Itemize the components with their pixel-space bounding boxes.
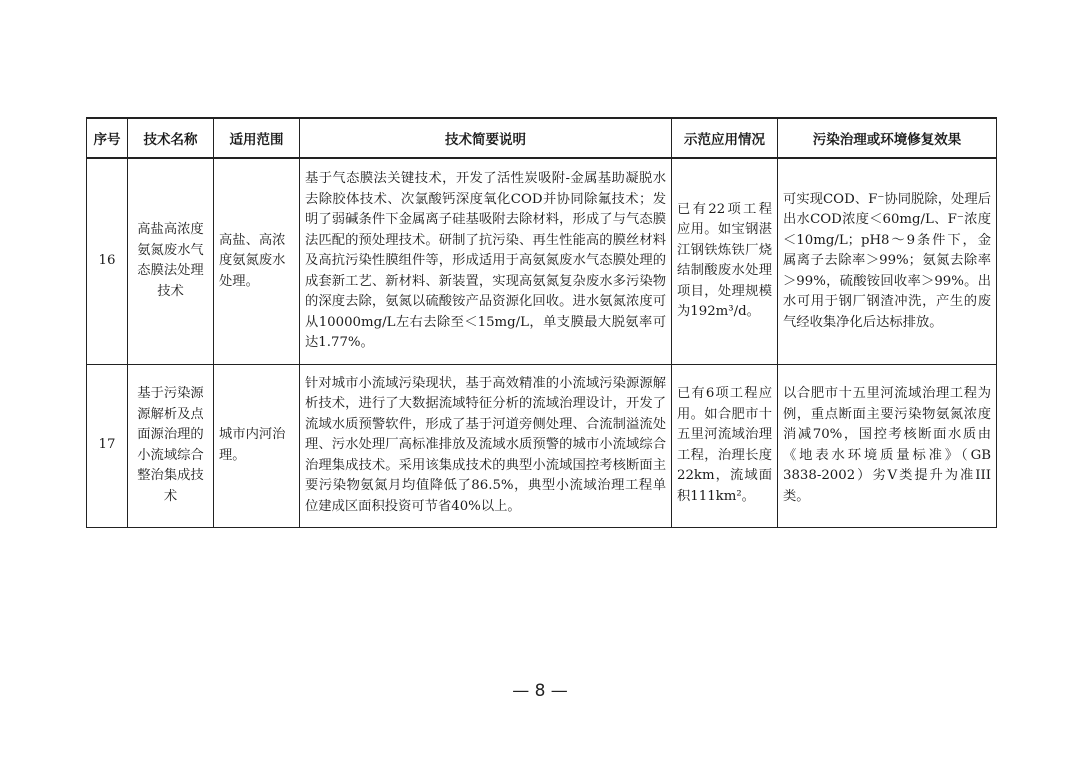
technology-table [86,117,997,528]
row-number: 16 [87,158,128,364]
page-number: — 8 — [512,681,568,701]
demo-application: 已有22项工程应用。如宝钢湛江钢铁炼铁厂烧结制酸废水处理项目，处理规模为192m³/d。 [672,158,778,364]
application-scope: 高盐、高浓度氨氮废水处理。 [214,158,300,364]
header-no: 序号 [87,118,128,158]
header-demo: 示范应用情况 [672,118,778,158]
row-number: 17 [87,364,128,527]
header-tech-name: 技术名称 [128,118,214,158]
demo-application: 已有6项工程应用。如合肥市十五里河流域治理工程，治理长度22km，流域面积111km²。 [672,364,778,527]
tech-description: 针对城市小流域污染现状，基于高效精准的小流域污染源源解析技术，进行了大数据流域特征分析的流域治理设计，开发了流域水质预警软件，形成了基于河道旁侧处理、合流制溢流处理、污水处理厂高标准排放及流域水质预警的城市小流域综合治理集成技术。采用该集成技术的典型小流域国控考核断面主要污染物氨氮月均值降低了86.5%，典型小流域治理工程单位建成区面积投资可节省40%以上。 [300,364,672,527]
header-effect: 污染治理或环境修复效果 [778,118,997,158]
tech-name: 基于污染源源解析及点面源治理的小流域综合整治集成技术 [128,364,214,527]
header-scope: 适用范围 [214,118,300,158]
table-header-row [87,118,997,158]
treatment-effect: 以合肥市十五里河流域治理工程为例，重点断面主要污染物氨氮浓度消减70%，国控考核断面水质由《地表水环境质量标准》（GB 3838-2002）劣V类提升为准III类。 [778,364,997,527]
tech-description: 基于气态膜法关键技术，开发了活性炭吸附-金属基助凝脱水去除胶体技术、次氯酸钙深度氧化COD并协同除氟技术；发明了弱碱条件下金属离子硅基吸附去除材料，形成了与气态膜法匹配的预处理技术。研制了抗污染、再生性能高的膜丝材料及高抗污染性膜组件等，形成适用于高氨氮废水气态膜处理的成套新工艺、新材料、新装置，实现高氨氮复杂废水多污染物的深度去除，氨氮以硫酸铵产品资源化回收。进水氨氮浓度可从10000mg/L左右去除至＜15mg/L，单支膜最大脱氨率可达1.77%。 [300,158,672,364]
application-scope: 城市内河治理。 [214,364,300,527]
table-row [87,158,997,364]
document-page [86,117,996,528]
treatment-effect: 可实现COD、F⁻协同脱除，处理后出水COD浓度＜60mg/L、F⁻浓度＜10mg/L；pH8～9条件下，金属离子去除率＞99%；氨氮去除率＞99%，硫酸铵回收率＞99%。出水可用于钢厂钢渣冲洗，产生的废气经收集净化后达标排放。 [778,158,997,364]
tech-name: 高盐高浓度氨氮废水气态膜法处理技术 [128,158,214,364]
header-description: 技术简要说明 [300,118,672,158]
table-row [87,364,997,527]
